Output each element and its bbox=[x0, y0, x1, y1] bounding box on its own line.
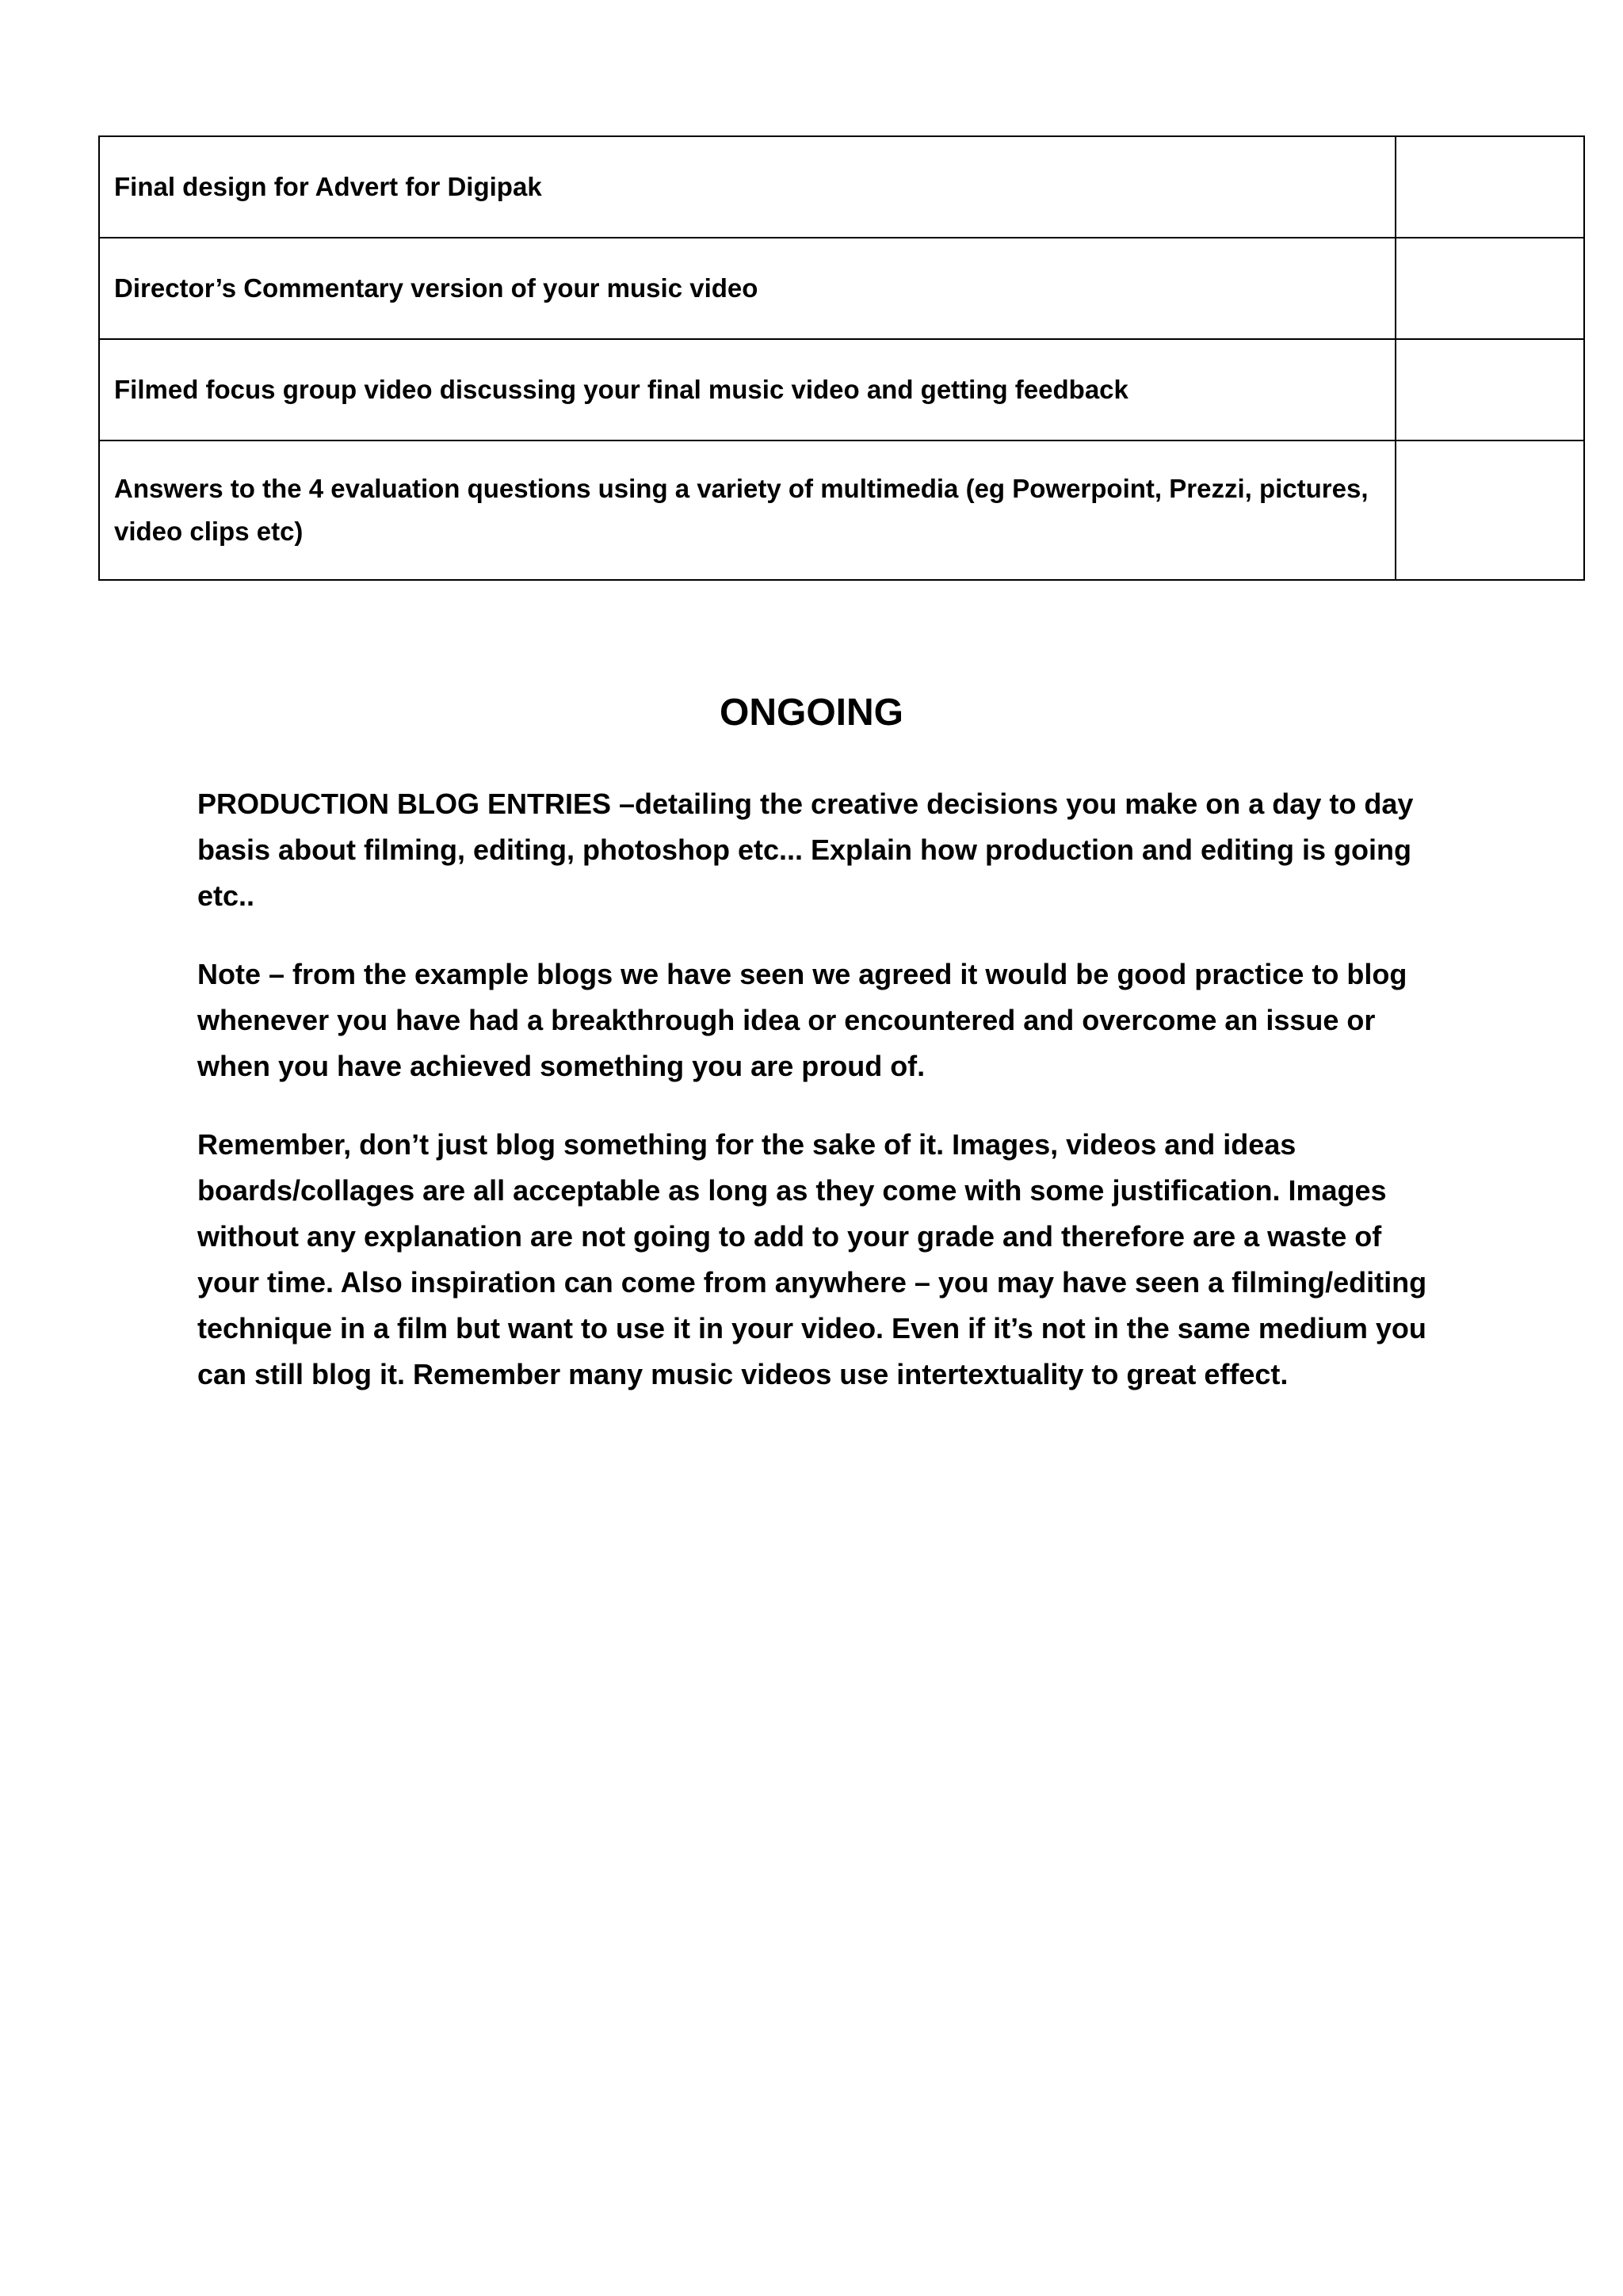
deliverable-label: Director’s Commentary version of your music video bbox=[99, 238, 1396, 339]
deliverable-label: Final design for Advert for Digipak bbox=[99, 136, 1396, 238]
tick-box bbox=[1396, 136, 1584, 238]
note-paragraph: Note – from the example blogs we have seen we agreed it would be good practice to blog whenever you have had a breakthrough idea or encountered and overcome an issue or when you have achieved something you are proud of. bbox=[197, 958, 1407, 1082]
table-row bbox=[99, 441, 1584, 580]
production-blog-paragraph: PRODUCTION BLOG ENTRIES –detailing the creative decisions you make on a day to day basis about filming, editing, photoshop etc... Explain how production and editing is going etc.. bbox=[197, 788, 1414, 912]
deliverable-label: Filmed focus group video discussing your final music video and getting feedback bbox=[99, 339, 1396, 441]
tick-box bbox=[1396, 441, 1584, 580]
tick-box bbox=[1396, 339, 1584, 441]
deliverables-table bbox=[98, 135, 1585, 581]
table-row bbox=[99, 238, 1584, 339]
ongoing-heading: ONGOING bbox=[719, 692, 903, 734]
table-row bbox=[99, 339, 1584, 441]
tick-box bbox=[1396, 238, 1584, 339]
deliverable-label: Answers to the 4 evaluation questions using a variety of multimedia (eg Powerpoint, Prezzi, pictures, video clips etc) bbox=[99, 441, 1396, 580]
remember-paragraph: Remember, don’t just blog something for the sake of it. Images, videos and ideas boards/collages are all acceptable as long as they come with some justification. Images without any explanation are not going to add to your grade and therefore are a waste of your time. Also inspiration can come from anywhere – you may have seen a filming/editing technique in a film but want to use it in your video. Even if it’s not in the same medium you can still blog it. Remember many music videos use intertextuality to great effect. bbox=[197, 1128, 1427, 1390]
table-row bbox=[99, 136, 1584, 238]
